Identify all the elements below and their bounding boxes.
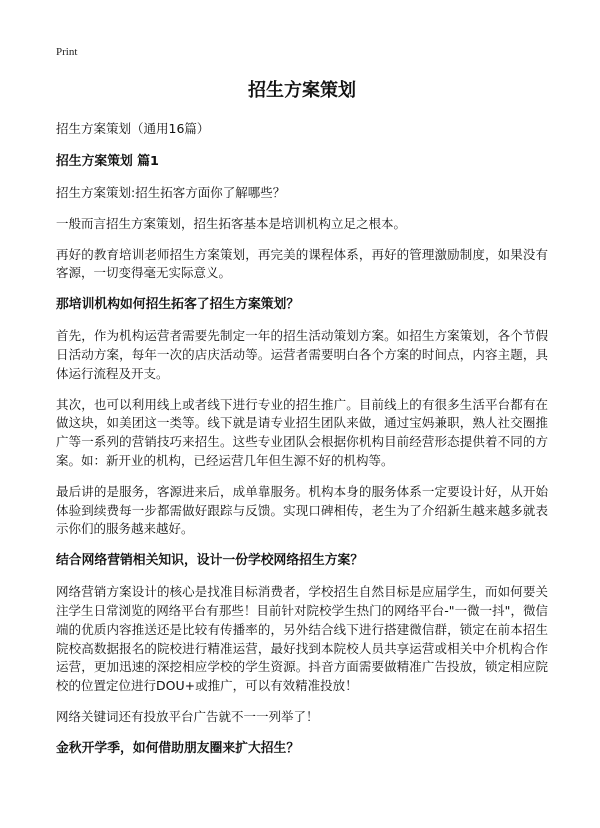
paragraph: 首先，作为机构运营者需要先制定一年的招生活动策划方案。如招生方案策划，各个节假日活动方案，每年一次的店庆活动等。运营者需要明白各个方案的时间点，内容主题，具体运行流程及开支。 — [56, 328, 548, 381]
section-heading: 那培训机构如何招生拓客了招生方案策划？ — [56, 297, 300, 313]
print-label[interactable]: Print — [56, 46, 78, 58]
document-page — [56, 78, 548, 771]
paragraph: 其次，也可以利用线上或者线下进行专业的招生推广。目前线上的有很多生活平台都有在做这块，如美团这一类等。线下就是请专业招生团队来做，通过宝妈兼职，熟人社交圈推广等一系列的营销技巧来招生。这些专业团队会根据你机构目前经营形态提供着不同的方案。如：新开业的机构，已经运营几年但生源不好的机构等。 — [56, 396, 548, 468]
paragraph: 一般而言招生方案策划，招生拓客基本是培训机构立足之根本。 — [56, 215, 407, 231]
paragraph: 网络关键词还有投放平台广告就不一一列举了！ — [56, 708, 319, 724]
paragraph: 最后讲的是服务，客源进来后，成单靠服务。机构本身的服务体系一定要设计好，从开始体验到续费每一步都需做好跟踪与反馈。实现口碑相传，老生为了介绍新生越来越多就表示你们的服务越来越好。 — [56, 483, 548, 537]
paragraph: 招生方案策划:招生拓客方面你了解哪些？ — [56, 185, 286, 200]
document-subtitle: 招生方案策划（通用16篇） — [56, 121, 210, 136]
paragraph: 再好的教育培训老师招生方案策划，再完美的课程体系，再好的管理激励制度，如果没有客源，一切变得毫无实际意义。 — [56, 246, 548, 281]
section-heading: 结合网络营销相关知识，设计一份学校网络招生方案？ — [56, 553, 364, 569]
section-heading: 金秋开学季，如何借助朋友圈来扩大招生？ — [56, 740, 300, 756]
section-heading: 招生方案策划 篇1 — [56, 154, 159, 169]
document-title: 招生方案策划 — [248, 80, 356, 101]
paragraph: 网络营销方案设计的核心是找准目标消费者，学校招生自然目标是应届学生，而如何要关注学生日常浏览的网络平台有那些！目前针对院校学生热门的网络平台-"一微一抖"，微信端的优质内容推送还是比较有传播率的，另外结合线下进行搭建微信群，锁定在前本招生院校高数据报名的院校进行精准运营，最好找到本院校人员共享运营或相关中介机构合作运营，更加迅速的深挖相应学校的学生资源。抖音方面需要做精准广告投放，锁定相应院校的位置定位进行DOU+或推广，可以有效精准投放！ — [56, 584, 548, 694]
